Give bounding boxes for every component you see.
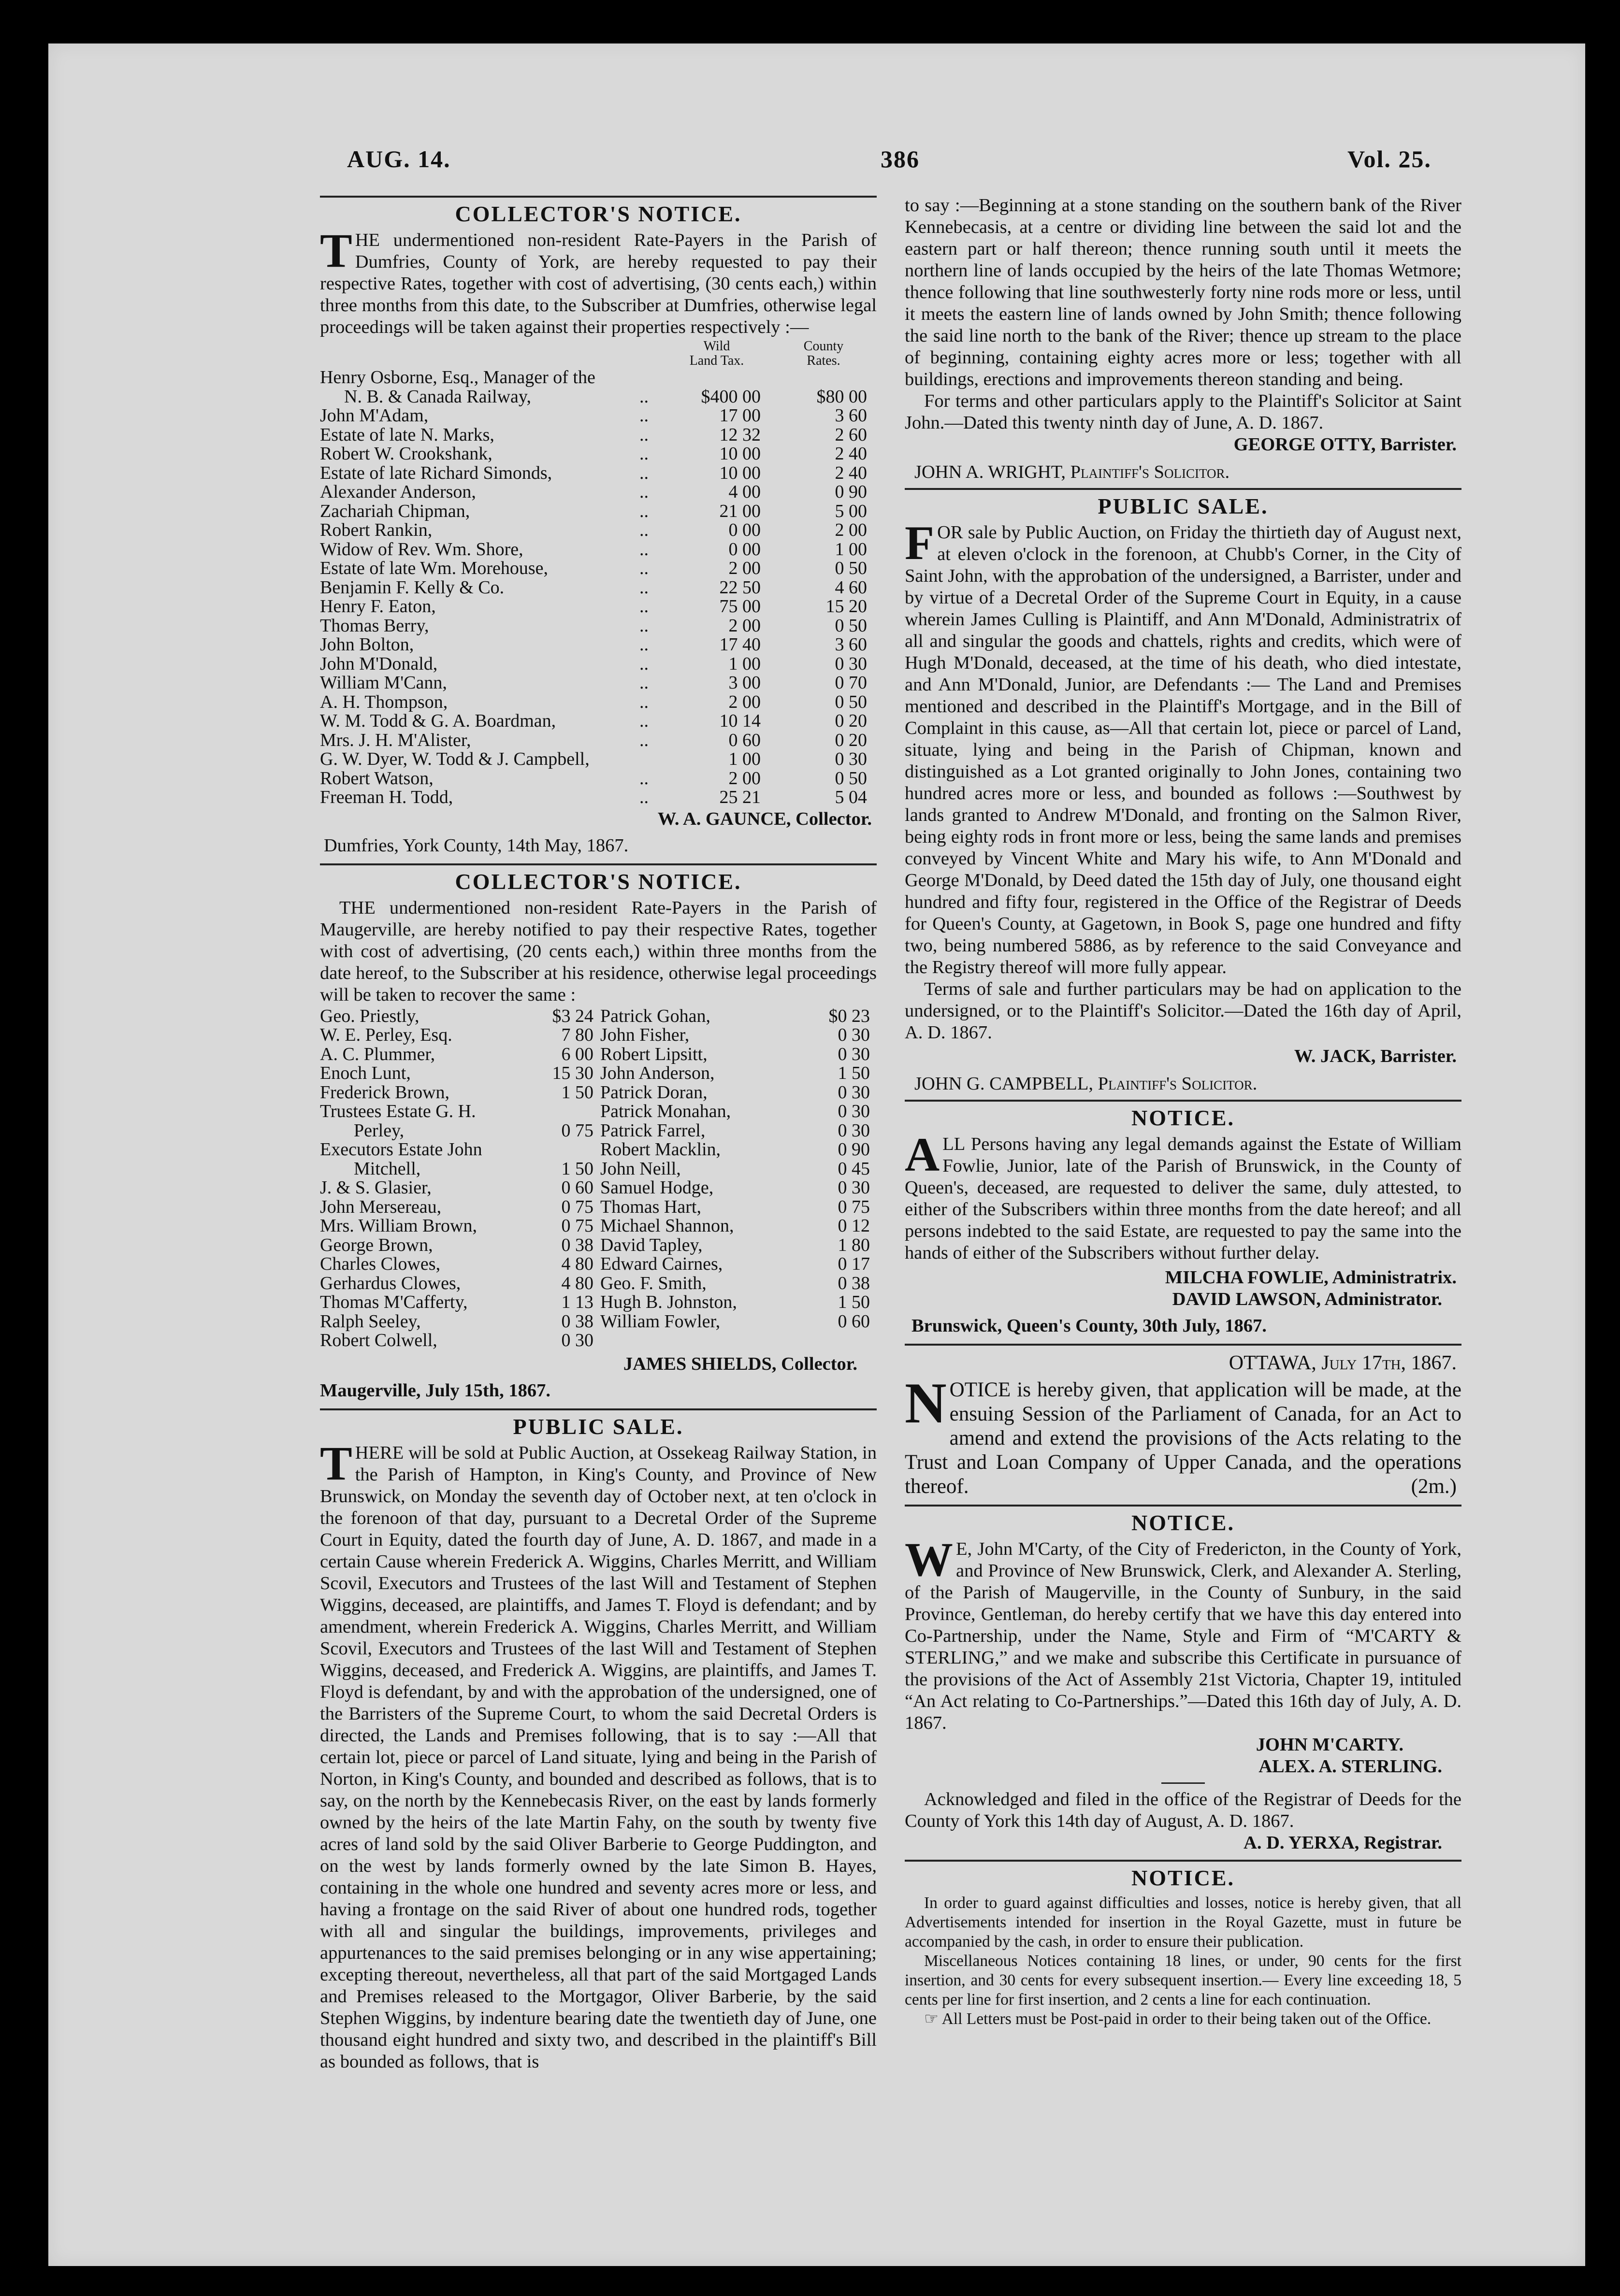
payer-name: William M'Cann, .. [320,673,649,693]
payer-name: Mrs. J. H. M'Alister, .. [320,730,649,750]
wild-land-tax: 10 14 [719,711,761,731]
county-rate: 0 20 [835,730,867,750]
wild-land-tax: $400 00 [701,386,761,407]
divider [905,1860,1461,1862]
rate-amount: 0 38 [838,1273,870,1293]
divider [905,1100,1461,1102]
payer-name: Geo. F. Smith, [600,1273,707,1293]
notice-place-date: Maugerville, July 15th, 1867. [320,1380,550,1401]
solicitor-signature: JOHN A. WRIGHT, Plaintiff's Solicitor. [914,462,1230,482]
dumfries-rates-table [320,339,877,807]
collector-signature: W. A. GAUNCE, Collector. [657,808,872,829]
table-row [320,368,877,387]
payer-name: J. & S. Glasier, [320,1177,432,1198]
payer-name: John Anderson, [600,1063,715,1083]
table-row [320,426,877,445]
acknowledgement-text: Acknowledged and filed in the office of the Registrar of Deeds for the County of York this 14th day of August, A. D. 1867. [905,1789,1461,1831]
county-rate: 2 40 [835,462,867,483]
drop-cap: A [905,1128,940,1181]
table-row [320,769,877,789]
notice-title: COLLECTOR'S NOTICE. [455,869,742,894]
rate-amount: 0 30 [838,1044,870,1064]
sale-text-continued: to say :—Beginning at a stone standing on the southern bank of the River Kennebecasis, at a centre or dividing line between the said lot and the eastern part or half thereon; thence running south until it meets the northern line of lands occupied by the heirs of the late Thomas Wetmore; thence following that line southwesterly forty nine rods more or less, until it meets the eastern line of lands owned by John Smith; thence following the said line north to the bank of the River; thence up stream to the place of beginning, containing eighty acres more or less; together with all buildings, erections and improvements thereon standing and being. [905,195,1461,389]
divider [320,1408,877,1410]
table-row [320,1121,877,1141]
table-row [320,1083,877,1103]
rate-amount [789,1331,877,1350]
wild-land-tax: 2 00 [728,768,761,789]
left-column [320,191,877,2073]
administratrix-signature: MILCHA FOWLIE, Administratrix. [1165,1267,1457,1288]
table-row [320,1198,877,1217]
right-column [905,191,1461,2029]
table-row [320,1064,877,1083]
table-row [320,445,877,464]
rate-amount: 0 38 [561,1234,593,1255]
rate-amount: 15 30 [552,1063,593,1083]
county-rate: 0 30 [835,653,867,674]
payer-name: David Tapley, [600,1234,703,1255]
table-row [320,635,877,655]
payer-name: Robert Lipsitt, [600,1044,708,1064]
payer-name: Robert Watson, .. [320,768,649,789]
payer-name: Mrs. William Brown, [320,1216,477,1236]
table-row [320,1255,877,1274]
issue-date: AUG. 14. [347,145,451,172]
payer-name: Geo. Priestly, [320,1005,419,1026]
wild-land-tax: 25 21 [719,787,761,807]
payer-name: Thomas Berry, .. [320,615,649,636]
rate-amount: 0 30 [838,1120,870,1141]
drop-cap: W [905,1533,953,1586]
solicitor-signature: JOHN G. CAMPBELL, Plaintiff's Solicitor. [914,1074,1258,1094]
wild-land-tax: 1 00 [728,749,761,769]
county-rate: 2 60 [835,424,867,445]
maugerville-rates-table [320,1007,877,1350]
payer-name: Estate of late Richard Simonds, .. [320,462,649,483]
rate-amount: 0 75 [561,1120,593,1141]
payer-name: Charles Clowes, [320,1254,441,1274]
rate-amount: 0 30 [838,1025,870,1045]
rate-amount: 1 50 [561,1158,593,1179]
rate-amount: 0 75 [561,1196,593,1217]
table-row [320,406,877,426]
notice-text: NOTICE is hereby given, that application will be made, at the ensuing Session of the Parliament of Canada, for an Act to amend and extend the provisions of the Acts relating to the Trust and Loan Company of Upper Canada, and the operations thereof. (2m.) [905,1371,1461,1498]
rate-amount: 0 75 [838,1196,870,1217]
drop-cap: T [320,1436,352,1490]
sale-text: FOR sale by Public Auction, on Friday the thirtieth day of August next, at eleven o'clock in the forenoon, at Chubb's Corner, in the City of Saint John, with the approbation of the undersigned, a Barrister, under and by virtue of a Decretal Order of the Supreme Court in Equity, in a cause wherein James Culling is Plaintiff, and Ann M'Donald, Administratrix of all and singular the goods and chattels, rights and credits, which were of Hugh M'Donald, deceased, at the time of his death, who died intestate, and Ann M'Donald, Junior, are Defendants :— The Land and Premises mentioned and described in the Plaintiff's Mortgage, and in the Bill of Complaint in this cause, as—All that certain lot, piece or parcel of Land, situate, lying and being in the Parish of Chipman, known and distinguished as a Lot granted originally to John Jones, containing two hundred acres more or less, and bounded as follows :—Southwest by lands granted to Andrew M'Donald, and fronting on the Salmon River, being eighty rods in front more or less, being the same lands and premises conveyed by Vincent White and Mary his wife, to Ann M'Donald and George M'Donald, by Deed dated the 15th day of July, one thousand eight hundred and fifty four, registered in the Office of the Registrar of Deeds for Queen's County, at Gagetown, in Book S, page one hundred and fifty two, being numbered 5886, as by reference to the said Conveyance and the Registry thereof will more fully appear. [905,516,1461,977]
wild-land-tax: 21 00 [719,501,761,521]
county-rate: 0 50 [835,768,867,789]
notice-title: COLLECTOR'S NOTICE. [455,201,742,226]
payer-name: Enoch Lunt, [320,1063,411,1083]
payer-name: Executors Estate John [320,1139,482,1160]
insertion-tag: (2m.) [1411,1475,1457,1498]
wild-land-tax: 75 00 [719,596,761,617]
rate-amount: $0 23 [828,1005,870,1026]
registrar-signature: A. D. YERXA, Registrar. [1244,1833,1442,1853]
notice-title: NOTICE. [1131,1510,1235,1535]
wild-land-tax: 0 60 [728,730,761,750]
collector-signature: JAMES SHIELDS, Collector. [623,1353,857,1374]
table-row [320,1331,877,1350]
county-rate: 0 50 [835,615,867,636]
table-row [320,1217,877,1236]
partner-signature: JOHN M'CARTY. [1256,1735,1403,1755]
payer-name: Estate of late N. Marks, .. [320,424,649,445]
wild-land-tax: 10 00 [719,462,761,483]
county-rate: 3 60 [835,634,867,655]
wild-land-tax: 0 00 [728,539,761,560]
payer-name: Thomas M'Cafferty, [320,1292,468,1312]
rate-amount: 0 30 [838,1101,870,1121]
wild-land-tax: 10 00 [719,444,761,464]
table-row [320,1178,877,1198]
rate-amount: 1 13 [561,1292,593,1312]
table-row [320,1045,877,1064]
payer-name: Freeman H. Todd, .. [320,787,649,807]
notice-text: W E, John M'Carty, of the City of Fredericton, in the County of York, and Province of New Brunswick, Clerk, and Alexander A. Sterling, of the Parish of Maugerville, in the County of Sunbury, in the said Province, Gentleman, do hereby certify that we have this day entered into Co-Partnership, under the Name, Style and Firm of “M'CARTY & STERLING,” and we make and subscribe this Certificate in pursuance of the provisions of the Act of Assembly 21st Victoria, Chapter 19, intituled “An Act relating to Co-Partnerships.”—Dated this 16th day of July, A. D. 1867. [905,1533,1461,1733]
partner-signature: ALEX. A. STERLING. [1258,1756,1442,1777]
sale-terms: Terms of sale and further particulars may be had on application to the undersigned, or to the Plaintiff's Solicitor.—Dated the 16th day of April, A. D. 1867. [905,979,1461,1043]
payer-name: Robert Rankin, .. [320,520,649,540]
wild-land-tax: 4 00 [728,482,761,502]
payer-name: Gerhardus Clowes, [320,1273,461,1293]
table-row [320,597,877,617]
county-rate: 0 20 [835,711,867,731]
county-rate: 0 50 [835,558,867,578]
wild-land-tax: 17 00 [719,405,761,426]
table-row [320,1102,877,1121]
county-rate: 0 90 [835,482,867,502]
notice-place-date: Dumfries, York County, 14th May, 1867. [324,835,629,856]
payer-name: George Brown, [320,1234,433,1255]
table-row [320,674,877,693]
rate-amount: 4 80 [561,1254,593,1274]
payer-name: Robert Colwell, [320,1330,437,1350]
payer-name: W. M. Todd & G. A. Boardman, .. [320,711,649,731]
payer-name: Estate of late Wm. Morehouse, .. [320,558,649,578]
notice-intro: THE undermentioned non-resident Rate-Payers in the Parish of Dumfries, County of York, are hereby requested to pay their respective Rates, together with cost of advertising, (30 cents each,) within three months from this date, to the Subscriber at Dumfries, otherwise legal proceedings will be taken against their properties respectively :— [320,224,877,337]
rate-amount: 0 17 [838,1254,870,1274]
payer-name: Benjamin F. Kelly & Co. .. [320,577,649,598]
rate-amount: 7 80 [561,1025,593,1045]
notice-paragraph: Miscellaneous Notices containing 18 lines, or under, 90 cents for the first insertion, and 30 cents for every subsequent insertion.— Every line exceeding 18, 5 cents per line for first insertion, and 2 cents a line for each continuation. [905,1952,1461,2009]
table-row [320,712,877,731]
county-rate: 15 20 [825,596,867,617]
rate-amount: 0 60 [838,1311,870,1332]
rate-amount: $3 24 [552,1005,593,1026]
divider [320,863,877,865]
table-row [320,578,877,598]
payer-name: John Mersereau, [320,1196,442,1217]
table-row [320,788,877,807]
rate-amount: 0 90 [838,1139,870,1160]
table-row [320,1236,877,1255]
sale-text: THERE will be sold at Public Auction, at Ossekeag Railway Station, in the Parish of Hampton, in King's County, and Province of New Brunswick, on Monday the seventh day of October next, at ten o'clock in the forenoon of that day, pursuant to a Decretal Order of the Supreme Court in Equity, dated the fourth day of June, A. D. 1867, and made in a certain Cause wherein Frederick A. Wiggins, Charles Merritt, and William Scovil, Executors and Trustees of the last Will and Testament of Stephen Wiggins, deceased, are plaintiffs, and James T. Floyd is defendant; and by amendment, wherein Frederick A. Wiggins, Charles Merritt, and William Scovil, Executors and Trustees of the last Will and Testament of Stephen Wiggins, deceased, and Frederick A. Wiggins, are plaintiffs, and James T. Floyd is defendant, by and with the approbation of the undersigned, one of the Barristers of the Supreme Court, to whom the said Decretal Orders is directed, the Lands and Premises following, that is to say :—All that certain lot, piece or parcel of Land situate, lying and being in the Parish of Norton, in King's County, and bounded and described as follows, that is to say, on the north by the Kennebecasis River, on the east by lands formerly owned by the heirs of the late Martin Fahy, on the south by twenty five acres of land sold by the said Oliver Barberie to George Puddington, and on the west by lands formerly owned by the late Simon B. Hayes, containing in the whole one hundred and seventy acres more or less, and having a frontage on the said River of about one hundred rods, together with all and singular the buildings, improvements, privileges and appurtenances to the said premises belonging or in any wise appertaining; excepting thereout, nevertheless, all that part of the said Mortgaged Lands and Premises released to the Mortgagor, Oliver Barberie, by the said Stephen Wiggins, by indenture bearing date the twentieth day of June, one thousand eight hundred and sixty two, and described in the plaintiff's Bill as bounded as follows, that is [320,1436,877,2072]
wild-land-tax: 0 00 [728,520,761,540]
county-rate: 1 00 [835,539,867,560]
rate-amount: 0 30 [838,1177,870,1198]
table-row [320,1140,877,1160]
payer-name: N. B. & Canada Railway, .. [344,386,649,407]
table-row [320,1026,877,1045]
wild-land-tax: 22 50 [719,577,761,598]
rate-amount: 6 00 [561,1044,593,1064]
table-row [320,731,877,750]
sale-terms: For terms and other particulars apply to the Plaintiff's Solicitor at Saint John.—Dated this twenty ninth day of June, A. D. 1867. [905,391,1461,433]
drop-cap: F [905,516,935,570]
table-row [320,1274,877,1293]
wild-land-tax [663,368,770,387]
payer-name: John M'Donald, .. [320,653,649,674]
drop-cap: T [320,224,352,277]
table-row [320,502,877,521]
county-rate: 5 00 [835,501,867,521]
wild-land-tax: 17 40 [719,634,761,655]
county-rate [770,368,877,387]
payer-name: Zachariah Chipman, .. [320,501,649,521]
payer-name: A. H. Thompson, .. [320,691,649,712]
rate-amount: 4 80 [561,1273,593,1293]
county-rate: $80 00 [816,386,867,407]
notice-paragraph: ☞ All Letters must be Post-paid in order to their being taken out of the Office. [924,2010,1432,2028]
column-header-county-rates: County Rates. [803,339,844,368]
county-rate: 2 40 [835,444,867,464]
notice-title: NOTICE. [1131,1866,1235,1890]
short-divider [1161,1782,1205,1784]
payer-name: John M'Adam, .. [320,405,649,426]
payer-name: Edward Cairnes, [600,1254,723,1274]
notice-intro: THE undermentioned non-resident Rate-Payers in the Parish of Maugerville, are hereby notified to pay their respective Rates, together with cost of advertising, (20 cents each,) within three months from the date hereof, to the Subscriber at his residence, otherwise legal proceedings will be taken to recover the same : [320,897,877,1005]
administrator-signature: DAVID LAWSON, Administrator. [1172,1289,1442,1309]
payer-name: Robert Macklin, [600,1139,721,1160]
column-header-wild-land-tax: Wild Land Tax. [689,339,744,368]
table-row [320,1160,877,1179]
payer-name: W. E. Perley, Esq. [320,1025,452,1045]
table-row [320,1007,877,1026]
payer-name: Mitchell, [354,1158,421,1179]
payer-name: A. C. Plummer, [320,1044,435,1064]
divider [905,488,1461,490]
rate-amount: 0 30 [838,1082,870,1103]
county-rate: 3 60 [835,405,867,426]
rate-amount: 0 30 [561,1330,593,1350]
rate-amount: 1 50 [838,1292,870,1312]
payer-name: G. W. Dyer, W. Todd & J. Campbell, [320,749,590,769]
payer-name: John Bolton, .. [320,634,649,655]
notice-text: ALL Persons having any legal demands against the Estate of William Fowlie, Junior, late of the Parish of Brunswick, in the County of Queen's, deceased, are requested to deliver the same, duly attested, to either of the Subscribers within three months from the date hereof; and all persons indebted to the said Estate, are requested to pay the same into the hands of either of the Subscribers without further delay. [905,1128,1461,1263]
county-rate: 0 30 [835,749,867,769]
table-row [320,387,877,407]
rate-amount [518,1102,600,1121]
table-row [320,464,877,483]
barrister-signature: W. JACK, Barrister. [1294,1046,1457,1066]
payer-name: Thomas Hart, [600,1196,701,1217]
table-row [320,750,877,769]
wild-land-tax: 2 00 [728,558,761,578]
rate-amount: 1 80 [838,1234,870,1255]
payer-name: Hugh B. Johnston, [600,1292,737,1312]
table-row [320,540,877,560]
rate-amount: 0 38 [561,1311,593,1332]
payer-name: Patrick Gohan, [600,1005,710,1026]
table-row [320,655,877,674]
notice-dateline: OTTAWA, July 17th, 1867. [1229,1352,1457,1374]
divider [320,196,877,198]
pointing-hand-icon: ☞ [924,2010,939,2028]
table-row [320,521,877,540]
volume-number: Vol. 25. [1347,145,1432,172]
table-row [320,483,877,502]
county-rate: 0 50 [835,691,867,712]
payer-name [600,1331,789,1350]
wild-land-tax: 12 32 [719,424,761,445]
table-row [320,1312,877,1332]
rate-amount [518,1140,600,1160]
rate-amount: 1 50 [561,1082,593,1103]
page-number: 386 [881,145,920,172]
payer-name: Trustees Estate G. H. [320,1101,476,1121]
barrister-signature: GEORGE OTTY, Barrister. [1233,434,1457,455]
payer-name: John Fisher, [600,1025,690,1045]
payer-name: Henry Osborne, Esq., Manager of the [320,367,595,387]
payer-name: Ralph Seeley, [320,1311,421,1332]
drop-cap: N [905,1371,947,1435]
table-row [320,559,877,578]
payer-name: Samuel Hodge, [600,1177,714,1198]
payer-name: Perley, [354,1120,405,1141]
payer-name: Patrick Monahan, [600,1101,731,1121]
notice-title: PUBLIC SALE. [513,1414,684,1439]
payer-name: Michael Shannon, [600,1216,734,1236]
payer-name: Henry F. Eaton, .. [320,596,649,617]
rate-amount: 0 60 [561,1177,593,1198]
divider [905,1505,1461,1507]
payer-name: Widow of Rev. Wm. Shore, .. [320,539,649,560]
rate-amount: 0 75 [561,1216,593,1236]
payer-name: Frederick Brown, [320,1082,450,1103]
county-rate: 0 70 [835,673,867,693]
notice-title: NOTICE. [1131,1105,1235,1130]
wild-land-tax: 2 00 [728,615,761,636]
table-row [320,617,877,636]
rate-amount: 1 50 [838,1063,870,1083]
payer-name: Patrick Farrel, [600,1120,706,1141]
notice-place-date: Brunswick, Queen's County, 30th July, 1867. [911,1316,1267,1336]
table-row [320,693,877,712]
payer-name: William Fowler, [600,1311,721,1332]
notice-title: PUBLIC SALE. [1098,494,1269,518]
rate-amount: 0 12 [838,1216,870,1236]
wild-land-tax: 3 00 [728,673,761,693]
wild-land-tax: 1 00 [728,653,761,674]
payer-name: Alexander Anderson, .. [320,482,649,502]
divider [905,1344,1461,1346]
county-rate: 4 60 [835,577,867,598]
county-rate: 5 04 [835,787,867,807]
rate-amount: 0 45 [838,1158,870,1179]
payer-name: Robert W. Crookshank, .. [320,444,649,464]
payer-name: John Neill, [600,1158,681,1179]
notice-paragraph: In order to guard against difficulties and losses, notice is hereby given, that all Advertisements intended for insertion in the Royal Gazette, must in future be accompanied by the cash, in order to ensure their publication. [905,1894,1461,1951]
wild-land-tax: 2 00 [728,691,761,712]
county-rate: 2 00 [835,520,867,540]
table-row [320,1293,877,1312]
payer-name: Patrick Doran, [600,1082,708,1103]
